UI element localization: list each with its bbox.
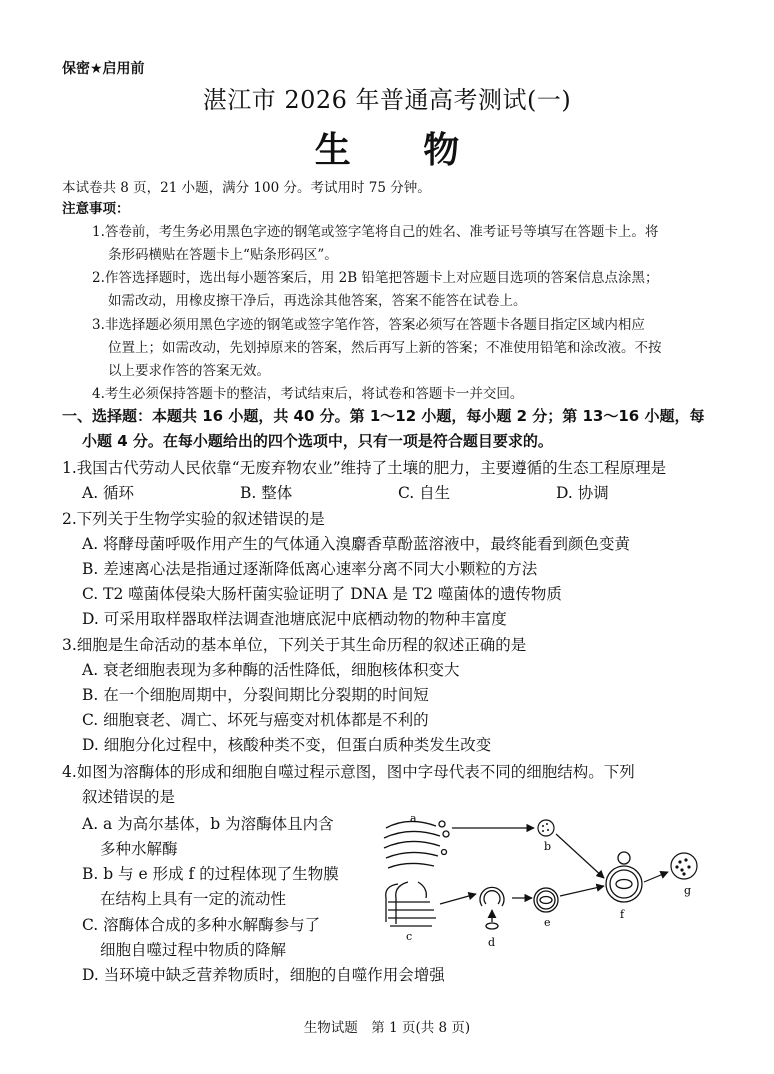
option-c: C. 溶酶体合成的多种水解酶参与了: [82, 916, 321, 934]
notice-title: 注意事项：: [62, 201, 130, 217]
option-b: B. 在一个细胞周期中，分裂间期比分裂期的时间短: [82, 686, 429, 704]
page-footer: 生物试题 第 1 页(共 8 页): [303, 1020, 471, 1036]
option-a: A. 循环: [82, 484, 135, 502]
label-b: b: [544, 840, 552, 853]
section-heading: 一、选择题：本题共 16 小题，共 40 分。第 1～12 小题，每小题 2 分；第 13～16 小题，每: [62, 407, 705, 425]
notice-item: 位置上；如需改动，先划掉原来的答案，然后再写上新的答案；不准使用铅笔和涂改液。不按: [108, 340, 662, 356]
confidential-label: 保密★启用前: [62, 61, 145, 77]
label-c: c: [406, 930, 413, 943]
option-d: D. 协调: [556, 484, 609, 502]
question-options: [82, 481, 714, 503]
phagophore-d: [480, 887, 504, 929]
subject-title: 生 物: [314, 130, 490, 171]
section-heading: 小题 4 分。在每小题给出的四个选项中，只有一项是符合题目要求的。: [82, 432, 553, 450]
endoplasmic-reticulum: [386, 882, 436, 926]
label-e: e: [544, 916, 551, 929]
notice-item: 2.作答选择题时，选出每小题答案后，用 2B 铅笔把答题卡上对应题目选项的答案信息点涂黑；: [92, 270, 659, 286]
option-a: A. a 为高尔基体，b 为溶酶体且内含: [82, 815, 334, 833]
question-stem: 1.我国古代劳动人民依靠“无废弃物农业”维持了土壤的肥力，主要遵循的生态工程原理是: [62, 459, 667, 477]
option-b: B. 整体: [240, 484, 293, 502]
label-d: d: [488, 936, 496, 949]
question-stem: 3.细胞是生命活动的基本单位，下列关于其生命历程的叙述正确的是: [62, 636, 527, 654]
label-a: a: [410, 812, 417, 825]
arrow: [644, 872, 668, 882]
option-b-cont: 在结构上具有一定的流动性: [100, 890, 287, 908]
option-c: C. T2 噬菌体侵染大肠杆菌实验证明了 DNA 是 T2 噬菌体的遗传物质: [82, 585, 562, 603]
arrow: [440, 894, 476, 904]
option-a: A. 将酵母菌呼吸作用产生的气体通入溴麝香草酚蓝溶液中，最终能看到颜色变黄: [82, 535, 631, 553]
lysosome-b: [538, 820, 554, 836]
option-a-cont: 多种水解酶: [100, 840, 178, 858]
label-f: f: [620, 908, 625, 921]
exam-intro: 本试卷共 8 页，21 小题，满分 100 分。考试用时 75 分钟。: [62, 180, 431, 196]
notice-item: 如需改动，用橡皮擦干净后，再选涂其他答案，答案不能答在试卷上。: [108, 293, 527, 309]
question-stem: 叙述错误的是: [82, 788, 176, 806]
autophagy-diagram: [378, 812, 698, 962]
autolysosome-f: [606, 852, 642, 902]
exam-title: 湛江市 2026 年普通高考测试(一): [202, 86, 572, 114]
golgi-apparatus: [384, 821, 449, 868]
label-g: g: [684, 884, 692, 897]
option-c-cont: 细胞自噬过程中物质的降解: [100, 941, 287, 959]
notice-item: 3.非选择题必须用黑色字迹的钢笔或签字笔作答，答案必须写在答题卡各题目指定区域内相应: [92, 317, 645, 333]
autophagosome-e: [534, 888, 558, 912]
notice-item: 条形码横贴在答题卡上“贴条形码区”。: [108, 247, 338, 263]
option-d: D. 细胞分化过程中，核酸种类不变，但蛋白质种类发生改变: [82, 736, 492, 754]
option-a: A. 衰老细胞表现为多种酶的活性降低，细胞核体积变大: [82, 661, 460, 679]
option-c: C. 自生: [398, 484, 451, 502]
option-d: D. 当环境中缺乏营养物质时，细胞的自噬作用会增强: [82, 966, 445, 984]
option-d: D. 可采用取样器取样法调查池塘底泥中底栖动物的物种丰富度: [82, 610, 507, 628]
option-b: B. b 与 e 形成 f 的过程体现了生物膜: [82, 865, 339, 883]
arrow: [556, 834, 604, 878]
notice-item: 1.答卷前，考生务必用黑色字迹的钢笔或签字笔将自己的姓名、准考证号等填写在答题卡上。将: [92, 224, 659, 240]
question-stem: 2.下列关于生物学实验的叙述错误的是: [62, 510, 325, 528]
option-b: B. 差速离心法是指通过逐渐降低离心速率分离不同大小颗粒的方法: [82, 560, 538, 578]
residual-body-g: [671, 853, 697, 879]
option-c: C. 细胞衰老、凋亡、坏死与癌变对机体都是不利的: [82, 711, 429, 729]
notice-item: 4.考生必须保持答题卡的整洁，考试结束后，将试卷和答题卡一并交回。: [92, 386, 524, 402]
question-stem: 4.如图为溶酶体的形成和细胞自噬过程示意图，图中字母代表不同的细胞结构。下列: [62, 763, 635, 781]
notice-item: 以上要求作答的答案无效。: [108, 363, 270, 379]
arrow: [560, 886, 604, 896]
